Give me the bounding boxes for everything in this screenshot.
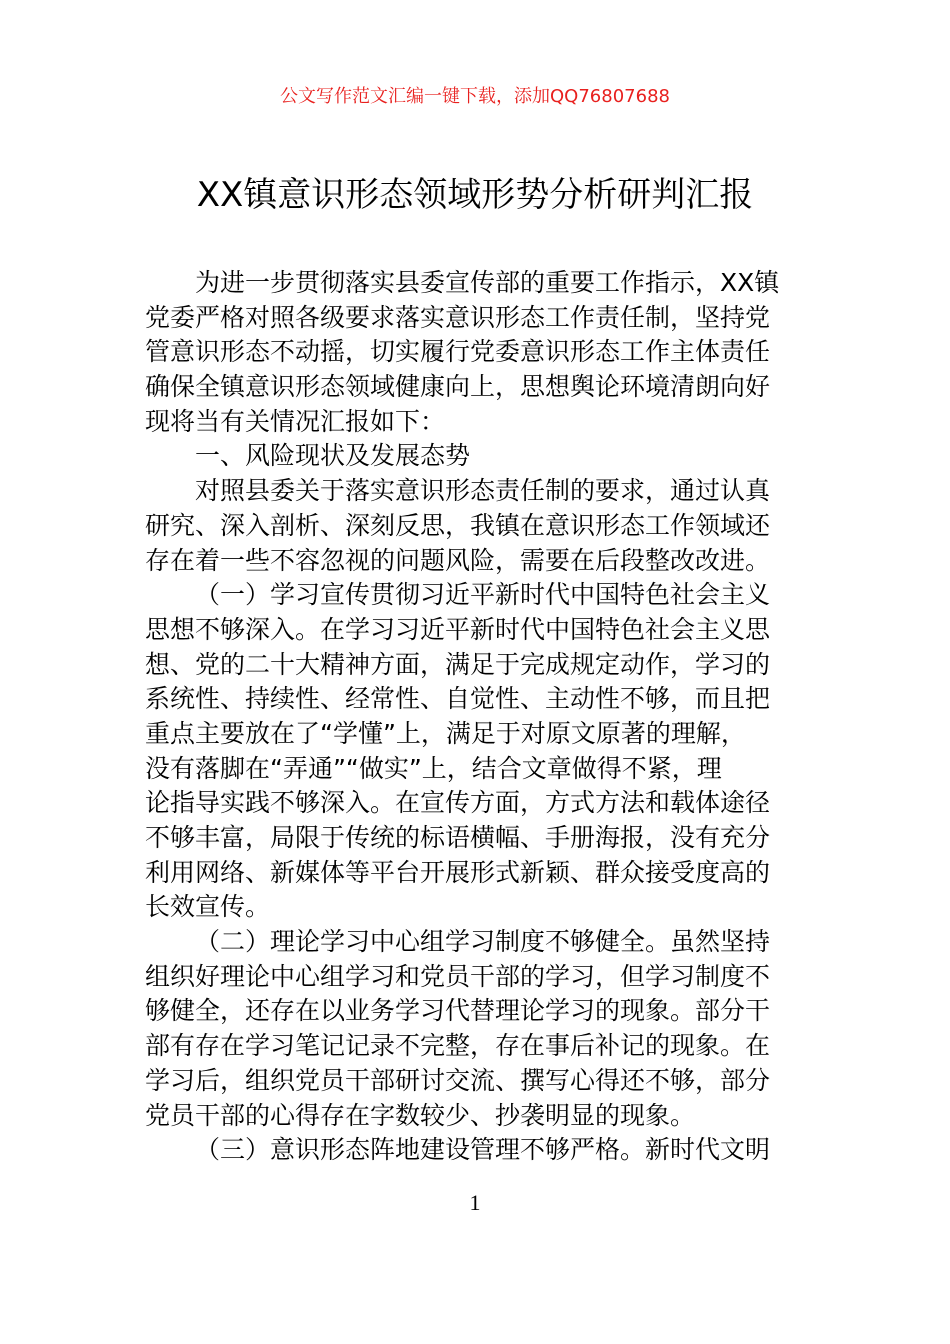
paragraph — [145, 474, 810, 578]
paragraph-line: 部有存在学习笔记记录不完整，存在事后补记的现象。在 — [145, 1031, 771, 1061]
paragraph — [145, 925, 810, 1133]
paragraph-line: （一）学习宣传贯彻习近平新时代中国特色社会主义 — [195, 580, 771, 610]
paragraph-line: 够健全，还存在以业务学习代替理论学习的现象。部分干 — [145, 996, 771, 1026]
paragraph — [145, 1133, 810, 1168]
paragraph — [145, 578, 810, 925]
paragraph-line: 党员干部的心得存在字数较少、抄袭明显的现象。 — [145, 1100, 696, 1130]
paragraph — [145, 266, 810, 439]
paragraph-line: 组织好理论中心组学习和党员干部的学习，但学习制度不 — [145, 961, 771, 991]
paragraph-line: （三）意识形态阵地建设管理不够严格。新时代文明 — [195, 1135, 771, 1165]
page-number: 1 — [469, 1190, 481, 1215]
paragraph-line: 确保全镇意识形态领域健康向上，思想舆论环境清朗向好 — [145, 372, 771, 402]
download-banner: 公文写作范文汇编一键下载，添加QQ76807688 — [280, 86, 670, 107]
paragraph-line: 论指导实践不够深入。在宣传方面，方式方法和载体途径 — [145, 788, 771, 818]
document-body — [145, 266, 810, 1168]
paragraph-line: 存在着一些不容忽视的问题风险，需要在后段整改改进。 — [145, 545, 771, 575]
paragraph-line: 研究、深入剖析、深刻反思，我镇在意识形态工作领域还 — [145, 510, 771, 540]
paragraph-line: 系统性、持续性、经常性、自觉性、主动性不够，而且把 — [145, 684, 771, 714]
paragraph-line: 思想不够深入。在学习习近平新时代中国特色社会主义思 — [145, 614, 771, 644]
paragraph-line: 长效宣传。 — [145, 892, 271, 922]
paragraph-line: 管意识形态不动摇，切实履行党委意识形态工作主体责任 — [145, 337, 771, 367]
paragraph-line: 利用网络、新媒体等平台开展形式新颖、群众接受度高的 — [145, 857, 771, 887]
paragraph-line: 不够丰富，局限于传统的标语横幅、手册海报，没有充分 — [145, 823, 771, 852]
paragraph-line: 想、党的二十大精神方面，满足于完成规定动作，学习的 — [145, 649, 771, 679]
paragraph-line: 为进一步贯彻落实县委宣传部的重要工作指示，XX镇 — [195, 268, 780, 297]
paragraph-line: 重点主要放在了“学懂”上，满足于对原文原著的理解， — [145, 718, 746, 748]
paragraph-line: 党委严格对照各级要求落实意识形态工作责任制，坚持党 — [145, 302, 771, 332]
paragraph-line: 学习后，组织党员干部研讨交流、撰写心得还不够，部分 — [145, 1065, 771, 1095]
paragraph-line: 对照县委关于落实意识形态责任制的要求，通过认真 — [195, 476, 771, 506]
paragraph-line: 现将当有关情况汇报如下： — [145, 406, 446, 436]
paragraph-line: 没有落脚在“弄通”“做实”上，结合文章做得不紧，理 — [145, 753, 722, 783]
paragraph-line: （二）理论学习中心组学习制度不够健全。虽然坚持 — [195, 927, 771, 957]
document-title: XX镇意识形态领域形势分析研判汇报 — [196, 175, 754, 215]
paragraph — [145, 439, 810, 474]
paragraph-line: 一、风险现状及发展态势 — [195, 441, 471, 471]
